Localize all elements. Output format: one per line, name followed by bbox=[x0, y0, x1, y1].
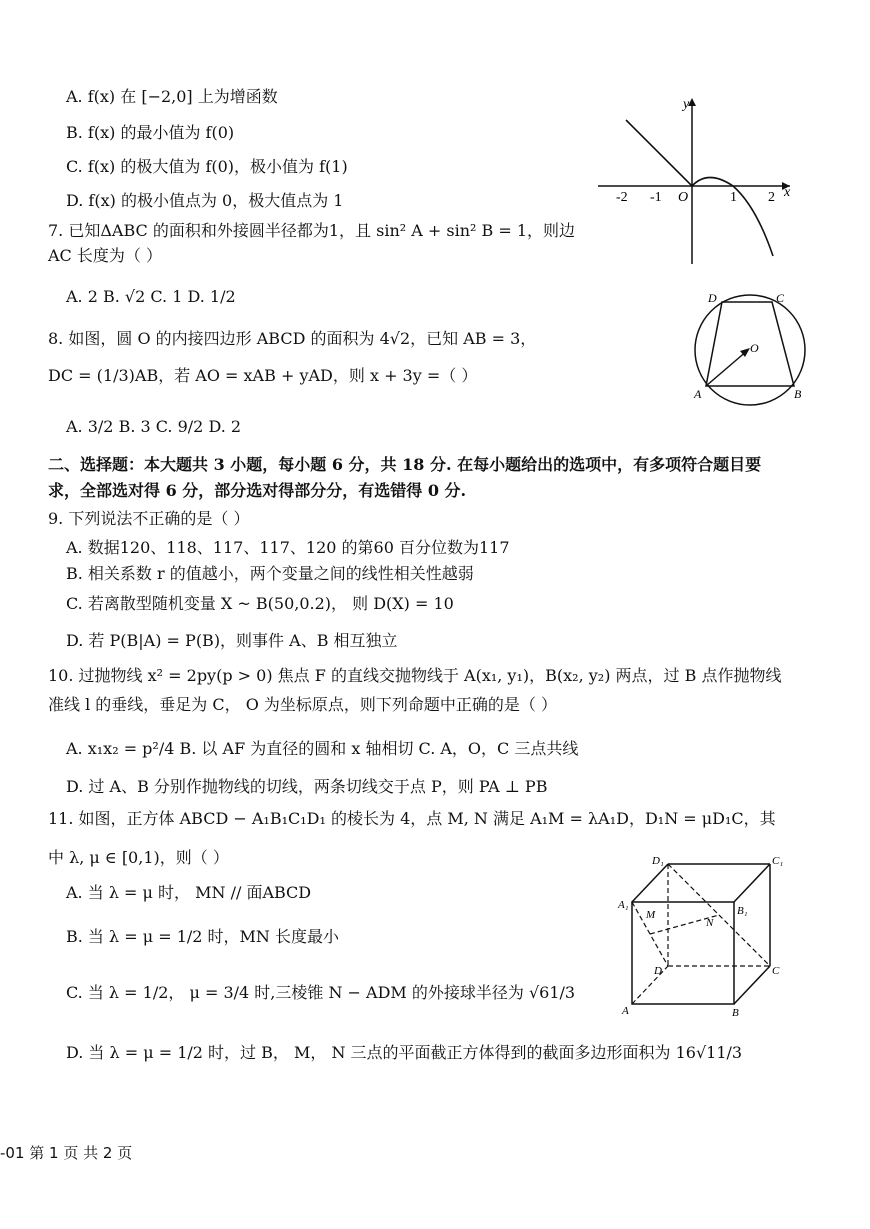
graph-tick-neg2: -2 bbox=[616, 190, 628, 205]
q8-stem: 8. 如图，圆 O 的内接四边形 ABCD 的面积为 4√2，已知 AB = 3， bbox=[48, 329, 537, 348]
q6-option-d: D. f(x) 的极小值点为 0，极大值点为 1 bbox=[66, 191, 344, 210]
page-footer: -01 第 1 页 共 2 页 bbox=[0, 1144, 133, 1162]
q8-options: A. 3/2 B. 3 C. 9/2 D. 2 bbox=[66, 417, 242, 436]
q6-option-c: C. f(x) 的极大值为 f(0)，极小值为 f(1) bbox=[66, 157, 348, 176]
cube-label-c: C bbox=[772, 965, 780, 977]
q6-option-b: B. f(x) 的最小值为 f(0) bbox=[66, 123, 235, 142]
q11-option-d: D. 当 λ = μ = 1/2 时，过 B， M， N 三点的平面截正方体得到的截面多边形面积为 16√11/3 bbox=[66, 1043, 743, 1062]
q9-option-a: A. 数据120、118、117、117、120 的第60 百分位数为117 bbox=[66, 538, 510, 557]
section2-heading: 二、选择题：本大题共 3 小题，每小题 6 分，共 18 分. 在每小题给出的选项中，有多项符合题目要 bbox=[48, 455, 762, 474]
section2-heading-cont: 求，全部选对得 6 分，部分选对得部分分，有选错得 0 分. bbox=[48, 481, 467, 500]
cube-label-a: A bbox=[622, 1005, 629, 1017]
graph-tick-2: 2 bbox=[768, 190, 775, 205]
q11-stem: 11. 如图，正方体 ABCD − A₁B₁C₁D₁ 的棱长为 4，点 M, N 满足 A₁M = λA₁D，D₁N = μD₁C，其 bbox=[48, 809, 776, 828]
q9-option-d: D. 若 P(B|A) = P(B)，则事件 A、B 相互独立 bbox=[66, 631, 398, 650]
circle-label-b: B bbox=[794, 387, 802, 401]
q9-option-c: C. 若离散型随机变量 X ~ B(50,0.2)， 则 D(X) = 10 bbox=[66, 594, 454, 613]
q10-option-d: D. 过 A、B 分别作抛物线的切线，两条切线交于点 P，则 PA ⊥ PB bbox=[66, 777, 548, 796]
graph-origin-label: O bbox=[678, 190, 689, 205]
q7-options: A. 2 B. √2 C. 1 D. 1/2 bbox=[66, 287, 236, 306]
graph-x-label: x bbox=[784, 185, 791, 200]
circle-label-d: D bbox=[708, 291, 717, 305]
q11-stem-cont: 中 λ, μ ∈ [0,1)，则（ ） bbox=[48, 848, 229, 867]
q10-stem: 10. 过抛物线 x² = 2py(p > 0) 焦点 F 的直线交抛物线于 A(x₁, y₁)，B(x₂, y₂) 两点，过 B 点作抛物线 bbox=[48, 666, 782, 685]
q10-options-abc: A. x₁x₂ = p²/4 B. 以 AF 为直径的圆和 x 轴相切 C. A，O，C 三点共线 bbox=[66, 739, 579, 758]
graph-tick-1: 1 bbox=[730, 190, 737, 205]
cube-label-n: N bbox=[706, 917, 714, 929]
q7-stem-cont: AC 长度为（ ） bbox=[48, 246, 162, 265]
q10-stem-cont: 准线 l 的垂线，垂足为 C， O 为坐标原点，则下列命题中正确的是（ ） bbox=[48, 695, 557, 714]
cube-label-m: M bbox=[646, 909, 656, 921]
graph-y-label: y bbox=[683, 97, 690, 112]
q11-option-a: A. 当 λ = μ 时， MN // 面ABCD bbox=[66, 883, 312, 902]
q6-option-a: A. f(x) 在 [−2,0] 上为增函数 bbox=[66, 87, 278, 106]
q7-stem: 7. 已知ΔABC 的面积和外接圆半径都为1，且 sin² A + sin² B = 1，则边 bbox=[48, 221, 576, 240]
q11-option-c: C. 当 λ = 1/2， μ = 3/4 时,三棱锥 N − ADM 的外接球半径为 √61/3 bbox=[66, 983, 576, 1002]
cube-label-a1: A₁ bbox=[618, 899, 629, 911]
cube-label-d: D bbox=[654, 965, 662, 977]
q11-option-b: B. 当 λ = μ = 1/2 时，MN 长度最小 bbox=[66, 927, 340, 946]
cube-label-c1: C₁ bbox=[772, 855, 784, 867]
q9-stem: 9. 下列说法不正确的是（ ） bbox=[48, 509, 250, 528]
q9-option-b: B. 相关系数 r 的值越小，两个变量之间的线性相关性越弱 bbox=[66, 564, 474, 583]
cube-label-b: B bbox=[732, 1007, 739, 1019]
graph-tick-neg1: -1 bbox=[650, 190, 662, 205]
cube-label-b1: B₁ bbox=[737, 905, 748, 917]
cube-label-d1: D₁ bbox=[652, 855, 664, 867]
circle-quadrilateral-figure bbox=[684, 288, 818, 410]
function-graph-figure bbox=[598, 94, 798, 266]
circle-label-c: C bbox=[776, 291, 785, 305]
q8-stem-cont: DC = (1/3)AB，若 AO = xAB + yAD，则 x + 3y =（ ） bbox=[48, 366, 478, 385]
circle-label-a: A bbox=[694, 387, 702, 401]
cube-figure bbox=[616, 852, 790, 1020]
circle-label-o: O bbox=[750, 341, 759, 355]
